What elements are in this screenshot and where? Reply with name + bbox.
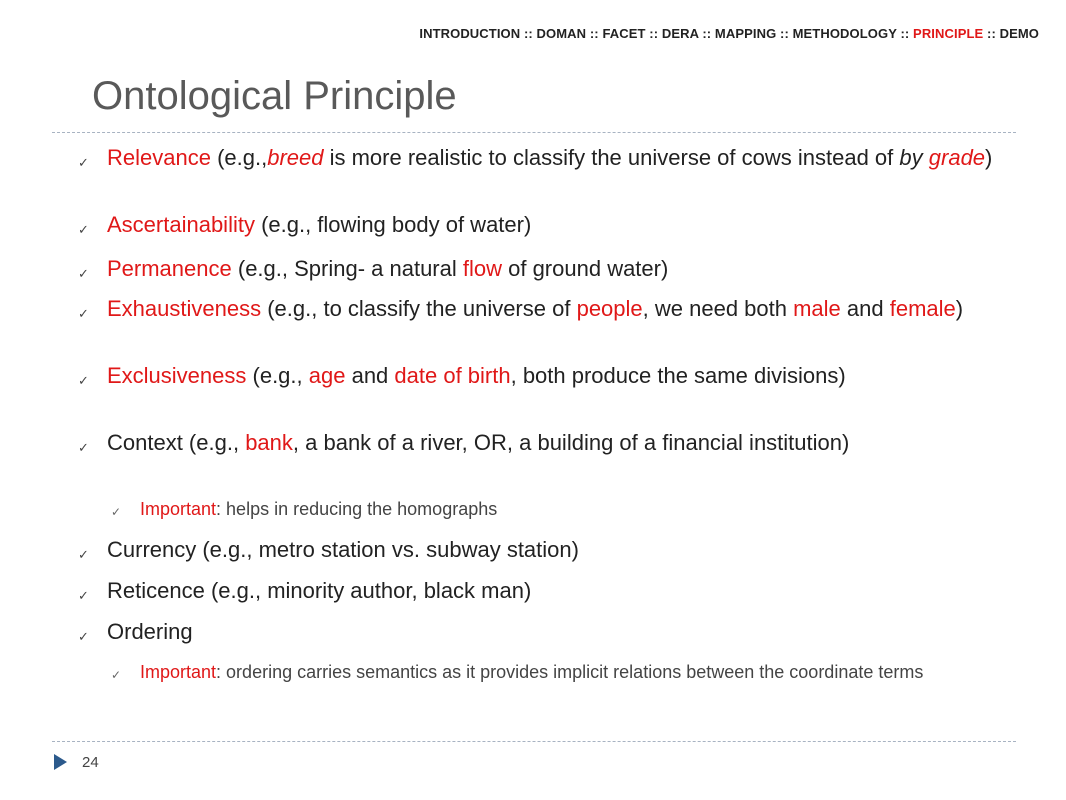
sub-bullet-ordering-important: [78, 662, 993, 683]
text: Context (e.g.,: [107, 430, 246, 455]
bullet-context: [78, 431, 993, 455]
bullet-currency: [78, 538, 993, 562]
check-icon: ✓: [78, 440, 89, 455]
highlight-female: female: [889, 296, 956, 321]
bullet-permanence: [78, 257, 993, 281]
check-icon: ✓: [78, 306, 89, 321]
nav-item-introduction[interactable]: INTRODUCTION: [419, 26, 521, 41]
text: , both produce the same divisions): [510, 363, 846, 388]
nav-item-principle[interactable]: PRINCIPLE: [913, 26, 984, 41]
check-icon: ✓: [78, 155, 89, 170]
nav-separator: ::: [520, 26, 537, 41]
text: , a bank of a river, OR, a building of a financial institution): [292, 430, 850, 455]
title-divider: [52, 132, 1016, 133]
highlight-age: age: [308, 363, 346, 388]
nav-item-methodology[interactable]: METHODOLOGY: [792, 26, 897, 41]
text: is more realistic to classify the universe of cows instead of: [323, 145, 900, 170]
important-label: Important: [140, 499, 217, 519]
check-icon: ✓: [111, 505, 122, 519]
highlight-people: people: [576, 296, 643, 321]
term-exclusiveness: Exclusiveness: [107, 363, 247, 388]
nav-item-demo[interactable]: DEMO: [999, 26, 1039, 41]
top-navigation: [419, 26, 1039, 41]
nav-item-mapping[interactable]: MAPPING: [714, 26, 777, 41]
nav-separator: ::: [698, 26, 715, 41]
nav-item-facet[interactable]: FACET: [602, 26, 646, 41]
highlight-male: male: [793, 296, 841, 321]
nav-separator: ::: [645, 26, 662, 41]
bullet-reticence: [78, 579, 993, 603]
bullet-ascertainability: [78, 213, 993, 237]
text: and: [840, 296, 890, 321]
check-icon: ✓: [111, 668, 122, 682]
sub-bullet-context-important: [78, 499, 993, 520]
highlight-bank: bank: [245, 430, 293, 455]
check-icon: ✓: [78, 222, 89, 237]
text: and: [345, 363, 395, 388]
text: ): [985, 145, 993, 170]
term-exhaustiveness: Exhaustiveness: [107, 296, 262, 321]
check-icon: ✓: [78, 629, 89, 644]
bullet-relevance: [78, 146, 992, 170]
text: of ground water): [502, 256, 669, 281]
text: : ordering carries semantics as it provides implicit relations between the coordinate terms: [216, 662, 924, 682]
check-icon: ✓: [78, 373, 89, 388]
text: (e.g., to classify the universe of: [261, 296, 577, 321]
footer-triangle-icon: [54, 754, 67, 770]
text: Ordering: [107, 619, 193, 644]
text: (e.g., flowing body of water): [254, 212, 532, 237]
highlight-grade: grade: [928, 145, 986, 170]
bullet-ordering: [78, 620, 993, 644]
important-label: Important: [140, 662, 217, 682]
check-icon: ✓: [78, 266, 89, 281]
text: Reticence (e.g., minority author, black man): [107, 578, 532, 603]
page-number: 24: [82, 754, 99, 771]
term-relevance: Relevance: [107, 145, 211, 170]
text: ): [955, 296, 964, 321]
nav-separator: ::: [983, 26, 1000, 41]
text: (e.g., Spring- a natural: [231, 256, 463, 281]
bullet-exhaustiveness: [78, 297, 993, 321]
italic-by: by: [899, 145, 923, 170]
text: : helps in reducing the homographs: [216, 499, 498, 519]
text: (e.g.,: [210, 145, 268, 170]
check-icon: ✓: [78, 547, 89, 562]
bullet-exclusiveness: [78, 364, 993, 388]
term-ascertainability: Ascertainability: [107, 212, 255, 237]
highlight-flow: flow: [462, 256, 502, 281]
check-icon: ✓: [78, 588, 89, 603]
term-permanence: Permanence: [107, 256, 232, 281]
nav-item-doman[interactable]: DOMAN: [536, 26, 587, 41]
nav-item-dera[interactable]: DERA: [661, 26, 699, 41]
text: Currency (e.g., metro station vs. subway station): [107, 537, 579, 562]
slide-title: Ontological Principle: [92, 74, 457, 118]
footer-divider: [52, 741, 1016, 742]
nav-separator: ::: [896, 26, 914, 41]
text: (e.g.,: [246, 363, 309, 388]
highlight-date-of-birth: date of birth: [394, 363, 511, 388]
highlight-breed: breed: [267, 145, 324, 170]
nav-separator: ::: [776, 26, 793, 41]
text: , we need both: [642, 296, 794, 321]
nav-separator: ::: [586, 26, 603, 41]
